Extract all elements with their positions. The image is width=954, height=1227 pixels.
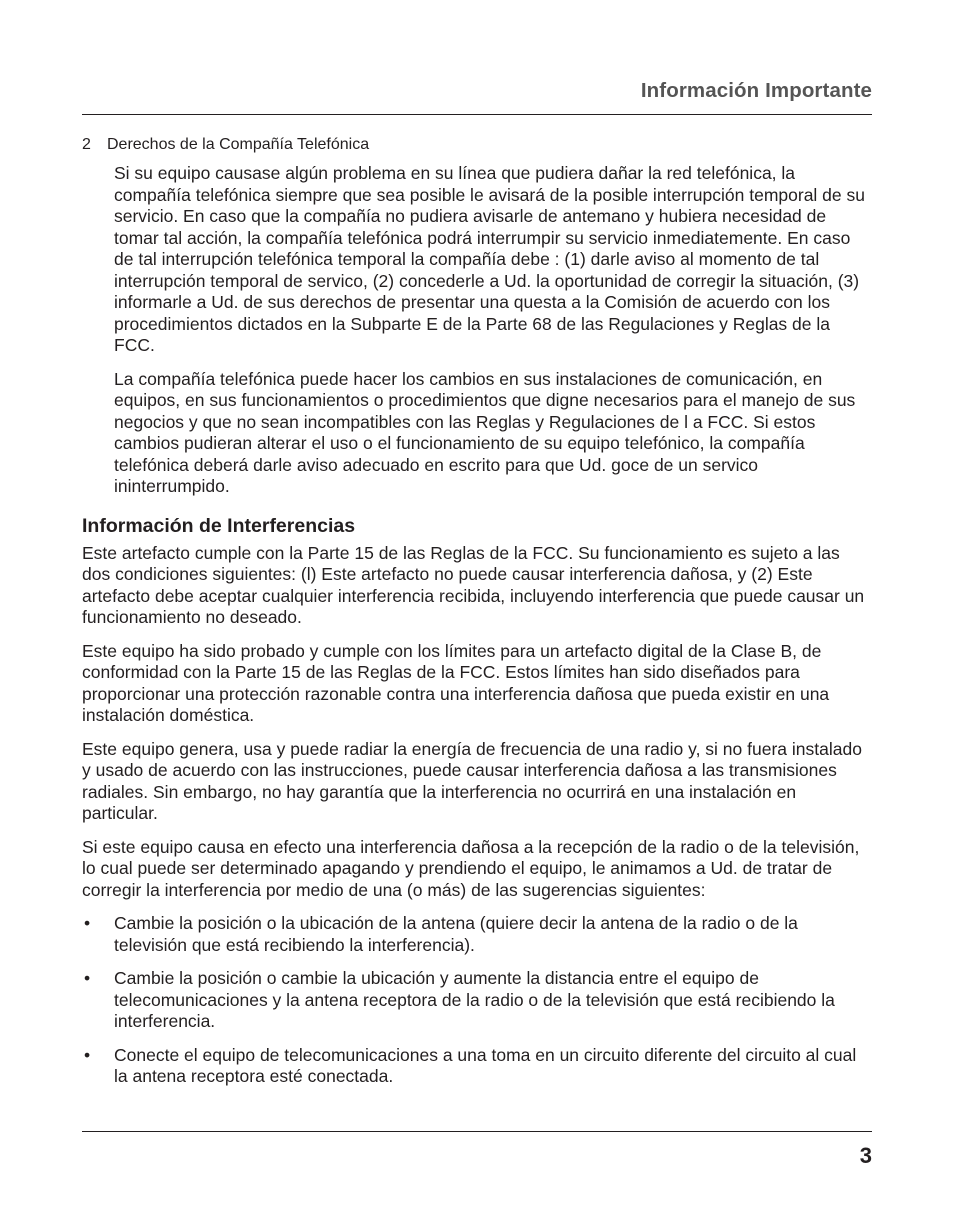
section-title: Derechos de la Compañía Telefónica — [107, 136, 370, 153]
header-divider — [82, 114, 872, 115]
paragraph: La compañía telefónica puede hacer los cambios en sus instalaciones de comunicación, en equipos, en sus funcionamientos o procedimientos que digne necesarios para el manejo de sus negocios y que no sean incompatibles con las Reglas y Regulaciones de l a FCC. Si estos cambios pudieran alterar el uso o el funcionamiento de su equipo telefónico, la compañía telefónica deberá darle aviso adecuado en escrito para que Ud. goce de un servico ininterrumpido. — [114, 368, 856, 496]
suggestion-list — [82, 913, 872, 1088]
page-number: 3 — [859, 1143, 872, 1168]
paragraph: Si su equipo causase algún problema en su línea que pudiera dañar la red telefónica, la compañía telefónica siempre que sea posible le avisará de la posible interrupción temporal de su servicio. En caso que la compañía no pudiera avisarle de antemano y hubiera necesidad de tomar tal acción, la compañía telefónica podrá interrumpir su servicio inmediatemente. En caso de tal interrupción telefónica temporal la compañía debe : (1) darle aviso al momento de tal interrupción temporal de servico, (2) concederle a Ud. la oportunidad de corregir la situación, (3) informarle a Ud. de sus derechos de presentar una questa a la Comisión de acuerdo con los procedimientos dictados en la Subparte E de la Parte 68 de las Regulaciones y Reglas de la FCC. — [114, 163, 865, 355]
bullet-icon: • — [84, 1044, 91, 1065]
bullet-icon: • — [84, 968, 91, 988]
list-item-text: Cambie la posición o la ubicación de la antena (quiere decir la antena de la radio o de la televisión que está recibiendo la interferencia). — [114, 913, 798, 955]
footer-divider — [82, 1131, 872, 1132]
page-content — [82, 135, 872, 1100]
page-header-title: Información Importante — [640, 79, 872, 102]
bullet-icon: • — [84, 913, 91, 933]
section-body — [114, 163, 872, 498]
paragraph: Este equipo genera, usa y puede radiar la energía de frecuencia de una radio y, si no fuera instalado y usado de acuerdo con las instrucciones, puede causar interferencia dañosa a las transmisiones radiales. Sin embargo, no hay garantía que la interferencia no ocurrirá en una instalación en particular. — [82, 738, 862, 823]
list-item — [82, 968, 872, 1033]
section-heading — [82, 135, 872, 155]
list-item — [82, 913, 872, 956]
paragraph: Si este equipo causa en efecto una interferencia dañosa a la recepción de la radio o de la televisión, lo cual puede ser determinado apagando y prendiendo el equipo, le animamos a Ud. de tratar de corregir la interferencia por medio de una (o más) de las sugerencias siguientes: — [82, 836, 860, 900]
list-item — [82, 1045, 872, 1088]
section-number: 2 — [82, 136, 91, 153]
paragraph: Este artefacto cumple con la Parte 15 de las Reglas de la FCC. Su funcionamiento es sujeto a las dos condiciones siguientes: (l) Este artefacto no puede causar interferencia dañosa, y (2) Este artefacto debe aceptar cualquier interferencia recibida, incluyendo interferencia que puede causar un funcionamiento no deseado. — [82, 542, 865, 627]
interference-heading: Información de Interferencias — [82, 514, 356, 537]
list-item-text: Cambie la posición o cambie la ubicación y aumente la distancia entre el equipo de telecomunicaciones y la antena receptora de la radio o de la televisión que está recibiendo la interferencia. — [114, 968, 835, 1031]
paragraph: Este equipo ha sido probado y cumple con los límites para un artefacto digital de la Clase B, de conformidad con la Parte 15 de las Reglas de la FCC. Estos límites han sido diseñados para proporcionar una protección razonable contra una interferencia dañosa que pueda existir en una instalación doméstica. — [82, 640, 830, 725]
list-item-text: Conecte el equipo de telecomunicaciones a una toma en un circuito diferente del circuito al cual la antena receptora esté conectada. — [114, 1044, 857, 1086]
